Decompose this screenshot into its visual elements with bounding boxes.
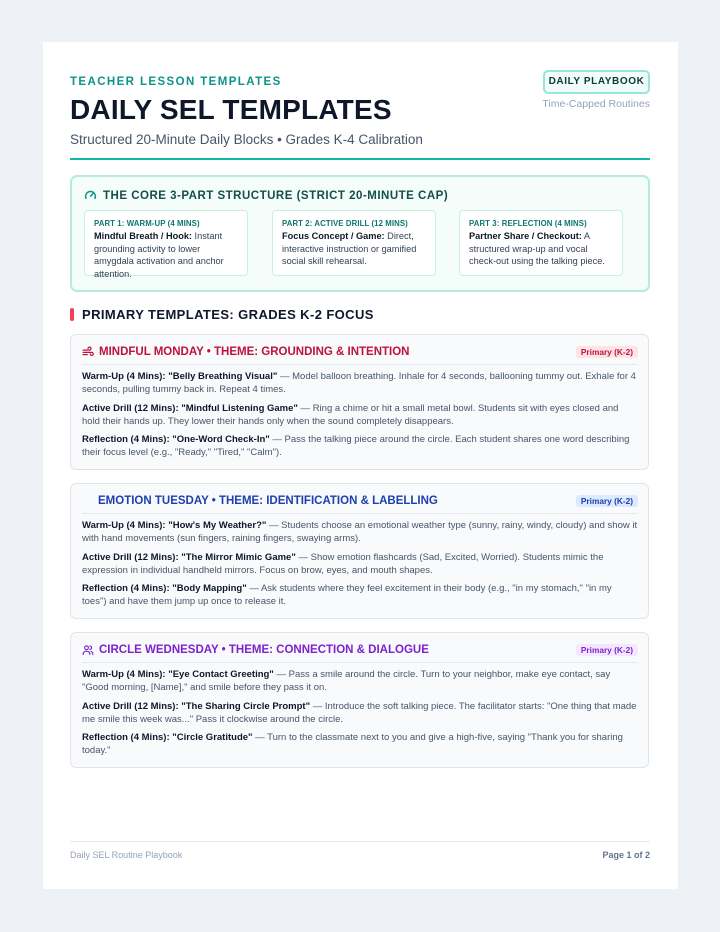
template-card-monday xyxy=(70,334,649,470)
section-heading xyxy=(70,307,374,322)
part-description: Mindful Breath / Hook: Instant grounding activity to lower amygdala activation and anchor attention. xyxy=(94,231,224,279)
entry-reflection: Reflection (4 Mins): "Body Mapping" — Ask students where they feel excitement in their body (e.g., "in my stomach," "in my toes") and have them jump up once to release it. xyxy=(82,583,612,607)
page-number: Page 1 of 2 xyxy=(602,850,650,860)
grade-tag: Primary (K-2) xyxy=(576,346,638,358)
template-card-wednesday xyxy=(70,632,649,768)
part-card-reflection xyxy=(459,210,623,276)
card-title: EMOTION TUESDAY • THEME: IDENTIFICATION & LABELLING xyxy=(98,495,438,507)
part-card-warmup xyxy=(84,210,248,279)
page xyxy=(43,42,678,889)
section-title: PRIMARY TEMPLATES: GRADES K-2 FOCUS xyxy=(82,307,374,322)
part-label: PART 2: ACTIVE DRILL (12 MINS) xyxy=(282,219,408,228)
entry-warmup: Warm-Up (4 Mins): "Belly Breathing Visual" — Model balloon breathing. Inhale for 4 seconds, ballooning tummy out. Exhale for 4 seconds, pulling tummy back in. Repeat 4 times. xyxy=(82,371,636,395)
page-title: DAILY SEL TEMPLATES xyxy=(70,94,392,125)
part-label: PART 3: REFLECTION (4 MINS) xyxy=(469,219,587,228)
header xyxy=(70,76,650,147)
card-title: MINDFUL MONDAY • THEME: GROUNDING & INTENTION xyxy=(82,346,409,358)
card-divider xyxy=(82,513,637,514)
part-card-active-drill xyxy=(272,210,436,276)
footer-divider xyxy=(70,841,650,842)
part-description: Partner Share / Checkout: A structured wrap-up and vocal check-out using the talking piece. xyxy=(469,231,605,266)
entry-warmup: Warm-Up (4 Mins): "Eye Contact Greeting" — Pass a smile around the circle. Turn to your neighbor, make eye contact, say "Good morning, [Name]," and smile before they pass it on. xyxy=(82,669,611,693)
card-divider xyxy=(82,364,637,365)
users-icon xyxy=(82,644,94,656)
core-structure-panel xyxy=(70,175,650,292)
entry-active-drill: Active Drill (12 Mins): "The Sharing Circle Prompt" — Introduce the soft talking piece. The facilitator starts: "One thing that made me smile this week was..." Pass it clockwise around the circle. xyxy=(82,701,637,725)
card-title: CIRCLE WEDNESDAY • THEME: CONNECTION & DIALOGUE xyxy=(82,644,429,656)
wind-icon xyxy=(82,346,94,358)
core-structure-title-text: THE CORE 3-PART STRUCTURE (STRICT 20-MINUTE CAP) xyxy=(103,189,449,202)
part-description: Focus Concept / Game: Direct, interactive instruction or gamified social skill rehearsal. xyxy=(282,231,417,266)
page-subtitle: Structured 20-Minute Daily Blocks • Grades K-4 Calibration xyxy=(70,132,423,147)
section-accent-bar xyxy=(70,308,74,321)
entry-active-drill: Active Drill (12 Mins): "The Mirror Mimic Game" — Show emotion flashcards (Sad, Excited, Worried). Students mimic the expression in individual handheld mirrors. Focus on brow, eyes, and mouth shapes. xyxy=(82,552,604,576)
entry-reflection: Reflection (4 Mins): "Circle Gratitude" — Turn to the classmate next to you and give a high-five, saying "Thank you for sharing today." xyxy=(82,732,623,756)
entry-warmup: Warm-Up (4 Mins): "How's My Weather?" — Students choose an emotional weather type (sunny, rainy, windy, cloudy) and show it with hand movements (sun fingers, raining fingers, swaying arms). xyxy=(82,520,638,544)
core-structure-title xyxy=(84,189,448,202)
grade-tag: Primary (K-2) xyxy=(576,644,638,656)
entry-active-drill: Active Drill (12 Mins): "Mindful Listening Game" — Ring a chime or hit a small metal bowl. Students sit with eyes closed and hold their hands up. They lower their hands only when the sound completely disappears. xyxy=(82,403,619,427)
header-divider xyxy=(70,158,650,160)
grade-tag: Primary (K-2) xyxy=(576,495,638,507)
footer-title: Daily SEL Routine Playbook xyxy=(70,850,183,860)
card-divider xyxy=(82,662,637,663)
part-label: PART 1: WARM-UP (4 MINS) xyxy=(94,219,200,228)
badge-subtitle: Time-Capped Routines xyxy=(542,98,650,110)
playbook-badge: DAILY PLAYBOOK xyxy=(543,70,650,94)
header-kicker: TEACHER LESSON TEMPLATES xyxy=(70,76,282,88)
template-card-tuesday xyxy=(70,483,649,619)
entry-reflection: Reflection (4 Mins): "One-Word Check-In" — Pass the talking piece around the circle. Each student shares one word describing their focus level (e.g., "Ready," "Tired," "Calm"). xyxy=(82,434,630,458)
speedometer-icon xyxy=(84,189,97,202)
